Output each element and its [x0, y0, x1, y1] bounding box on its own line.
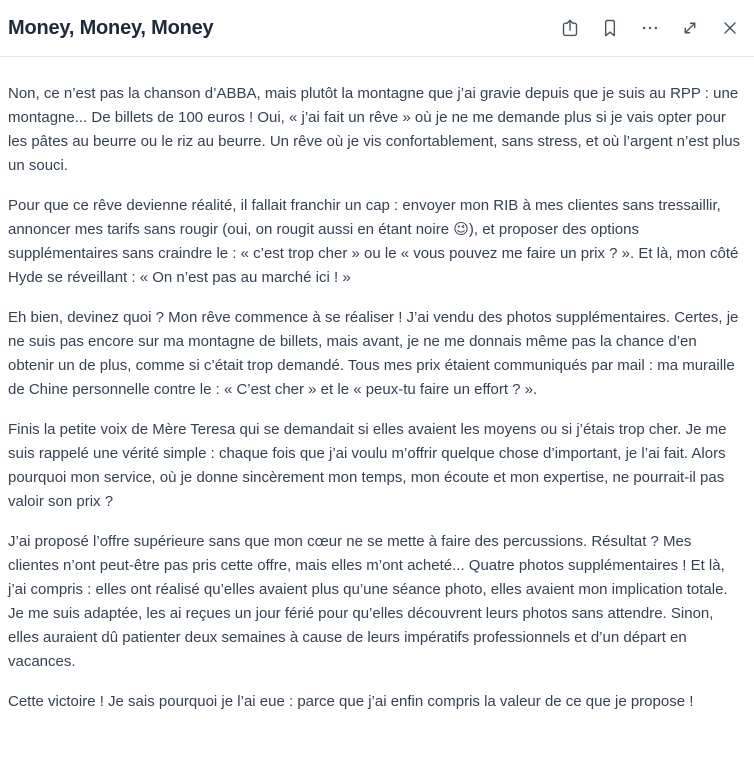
article-body [0, 57, 754, 714]
paragraph: Non, ce n’est pas la chanson d’ABBA, mais plutôt la montagne que j’ai gravie depuis que je suis au RPP : une montagne... De billets de 100 euros ! Oui, « j’ai fait un rêve » où je ne me demande plus si je vais opter pour les pâtes au beurre ou le riz au beurre. Un rêve où je vis confortablement, sans stress, et où l’argent n’est plus un souci. [8, 85, 741, 174]
more-options-button[interactable] [638, 17, 661, 40]
paragraph: J’ai proposé l’offre supérieure sans que mon cœur ne se mette à faire des percussions. Résultat ? Mes clientes n’ont peut-être pas pris cette offre, mais elles m’ont acheté... Quatre photos supplémentaires ! Et là, j’ai compris : elles ont réalisé qu’elles avaient plus qu’une séance photo, elles avaient mon implication totale. Je me suis adaptée, les ai reçues un jour férié pour qu’elles découvrent leurs photos sans attendre. Sinon, elles auraient dû patienter deux semaines à cause de leurs impératifs professionnels et d’un départ en vacances. [8, 533, 728, 670]
header-actions [558, 17, 741, 40]
bookmark-icon [600, 18, 620, 38]
document-header [0, 0, 754, 57]
close-icon [720, 18, 740, 38]
expand-icon [680, 18, 700, 38]
paragraph: Finis la petite voix de Mère Teresa qui se demandait si elles avaient les moyens ou si j’étais trop cher. Je me suis rappelé une vérité simple : chaque fois que j’ai voulu m’offrir quelque chose d’important, je l’ai fait. Alors pourquoi mon service, où je donne sincèrement mon temps, mon écoute et mon expertise, ne pourrait-il pas valoir son prix ? [8, 421, 727, 510]
ellipsis-icon [640, 18, 660, 38]
paragraph: Pour que ce rêve devienne réalité, il fallait franchir un cap : envoyer mon RIB à mes clientes sans tressaillir, annoncer mes tarifs sans rougir (oui, on rougit aussi en étant noire 😉), et proposer des options supplémentaires sans craindre le : « c’est trop cher » ou le « vous pouvez me faire un prix ? ». Et là, mon côté Hyde se réveillant : « On n’est pas au marché ici ! » [8, 197, 739, 286]
bookmark-button[interactable] [598, 17, 621, 40]
page-title: Money, Money, Money [8, 16, 214, 39]
expand-button[interactable] [678, 17, 701, 40]
share-button[interactable] [558, 17, 581, 40]
close-button[interactable] [718, 17, 741, 40]
paragraph: Cette victoire ! Je sais pourquoi je l’ai eue : parce que j’ai enfin compris la valeur de ce que je propose ! [8, 693, 694, 710]
paragraph: Eh bien, devinez quoi ? Mon rêve commence à se réaliser ! J’ai vendu des photos supplémentaires. Certes, je ne suis pas encore sur ma montagne de billets, mais avant, je ne me donnais même pas la chance d’en obtenir un de plus, comme si c’était trop demandé. Tous mes prix étaient communiqués par mail : ma muraille de Chine personnelle contre le : « C’est cher » et le « peux-tu faire un effort ? ». [8, 309, 739, 398]
share-icon [560, 18, 580, 38]
